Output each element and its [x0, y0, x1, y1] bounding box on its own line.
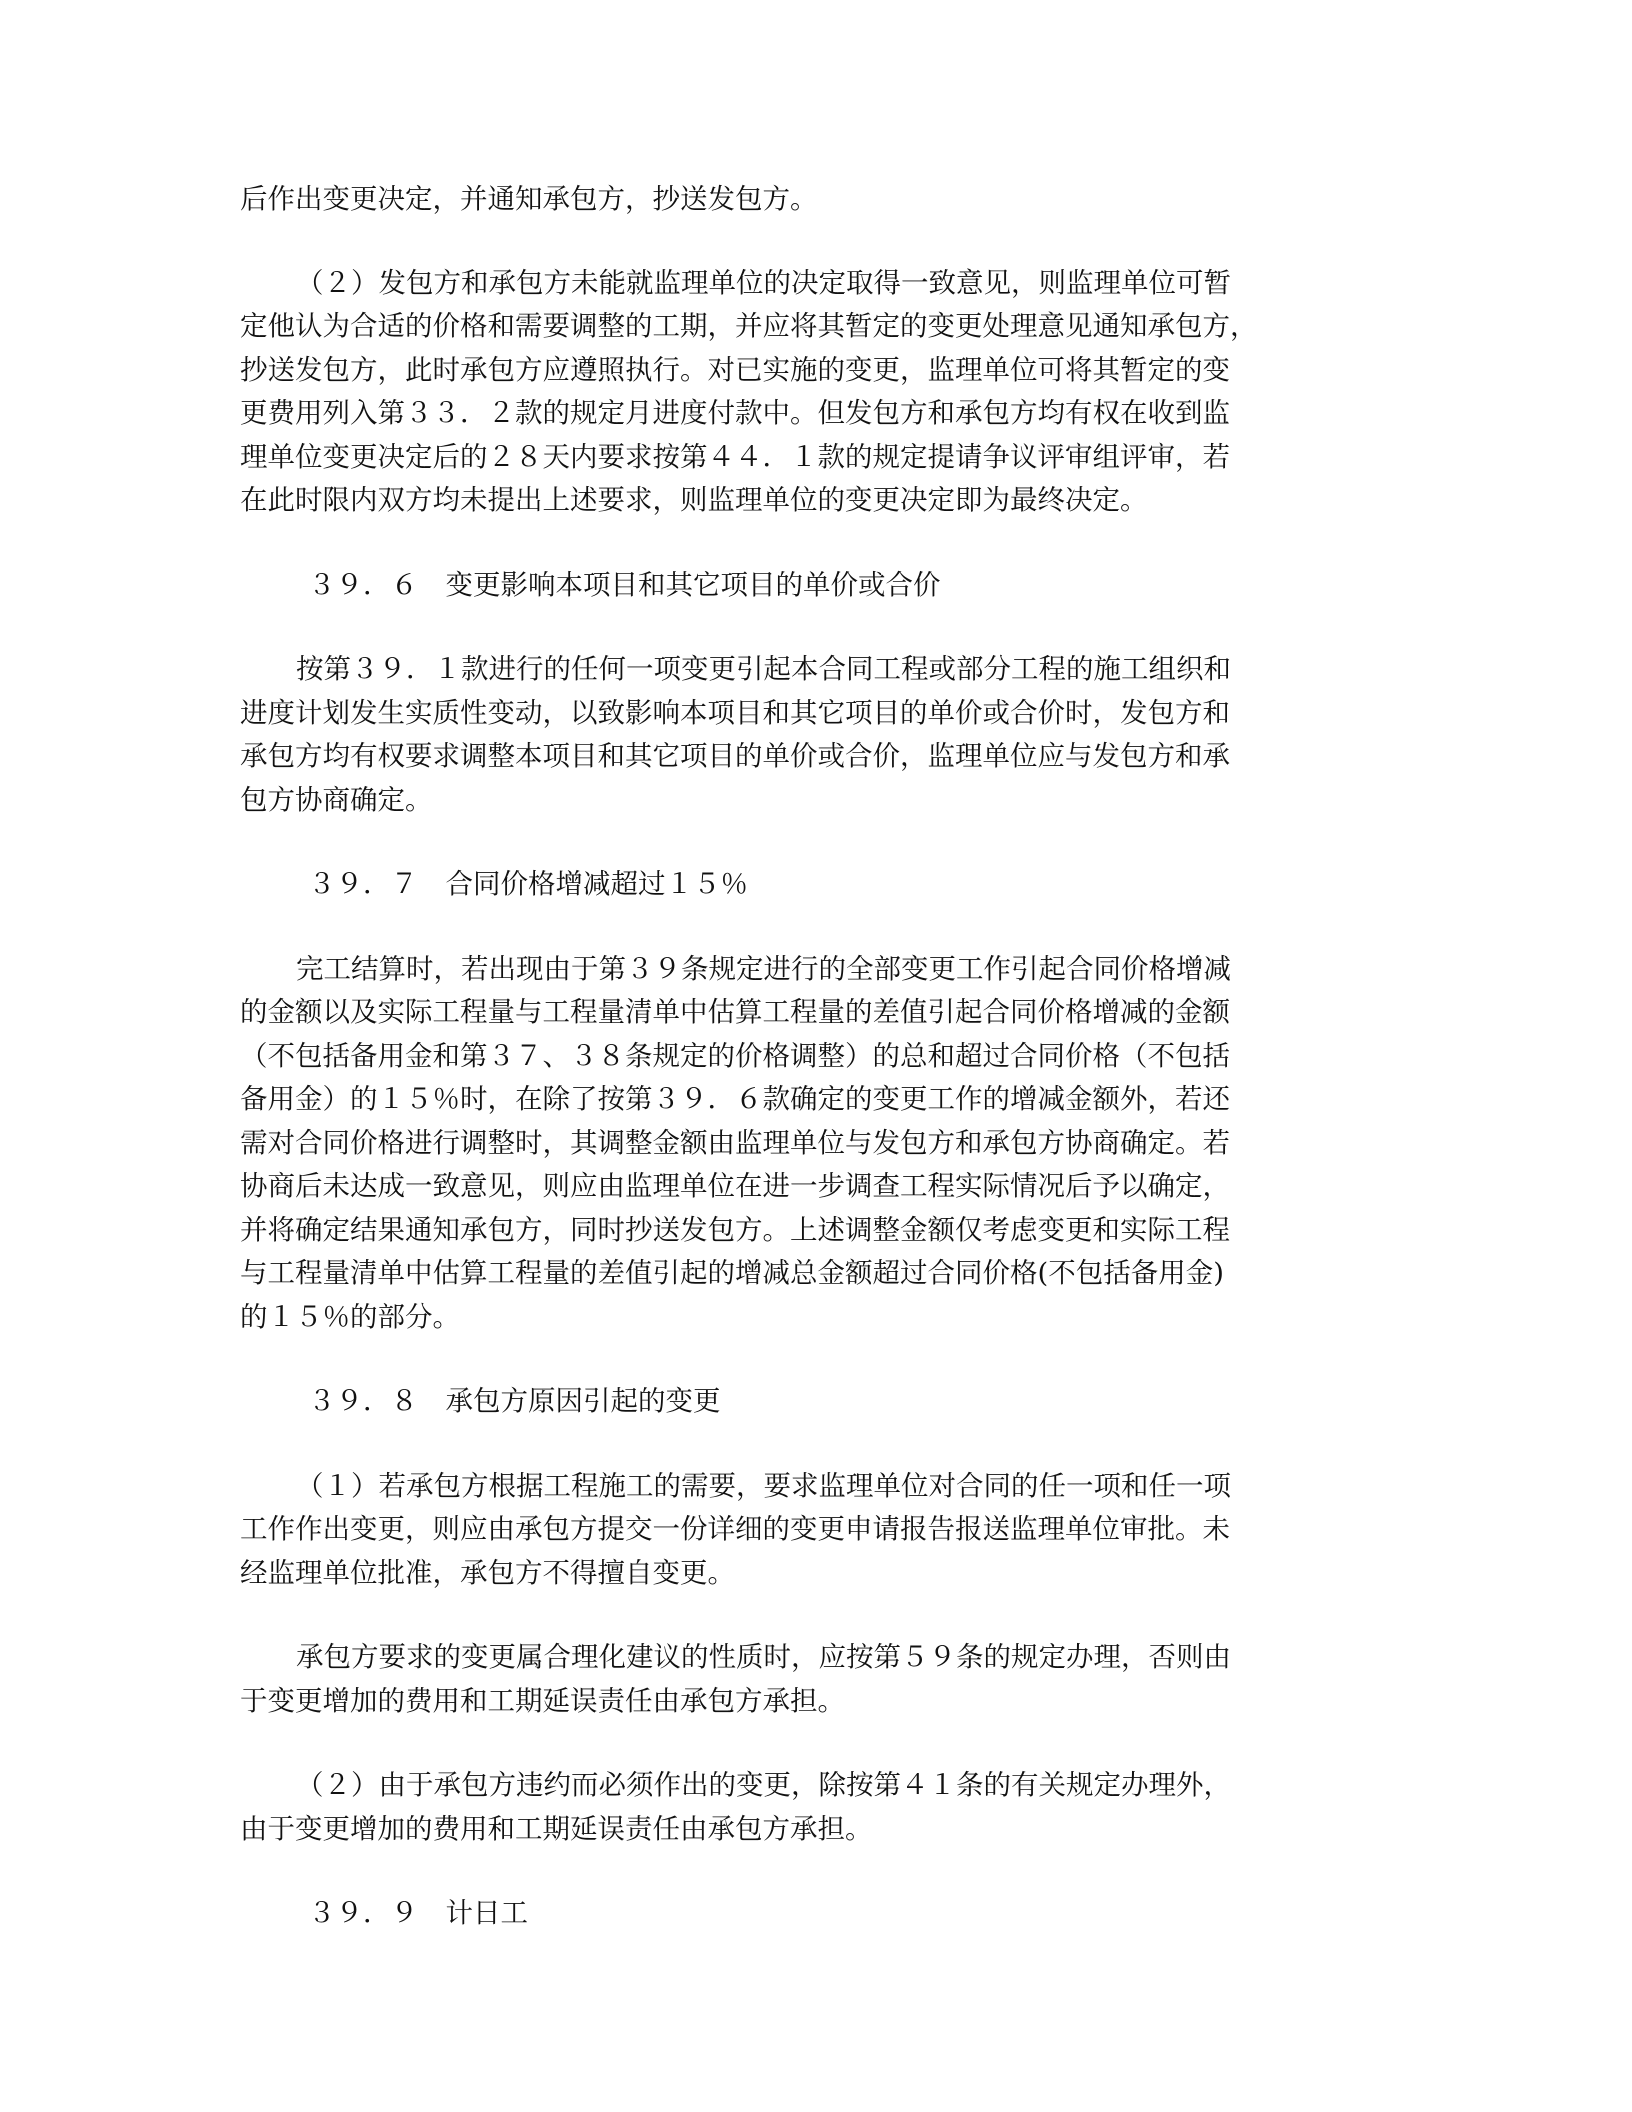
text-line: 的１５％的部分。 — [240, 1300, 460, 1333]
text-line: 抄送发包方，此时承包方应遵照执行。对已实施的变更，监理单位可将其暂定的变 — [240, 353, 1230, 386]
text-line: 需对合同价格进行调整时，其调整金额由监理单位与发包方和承包方协商确定。若 — [240, 1126, 1230, 1159]
text-line: 理单位变更决定后的２８天内要求按第４４．１款的规定提请争议评审组评审，若 — [240, 440, 1230, 473]
text-line: （１）若承包方根据工程施工的需要，要求监理单位对合同的任一项和任一项 — [296, 1469, 1231, 1502]
text-line: 与工程量清单中估算工程量的差值引起的增减总金额超过合同价格(不包括备用金) — [240, 1257, 1224, 1289]
text-line: 包方协商确定。 — [240, 783, 433, 816]
paragraph-contractor-breach-change — [240, 1764, 1390, 1851]
text-line: 的金额以及实际工程量与工程量清单中估算工程量的差值引起合同价格增减的金额 — [240, 996, 1230, 1028]
text-line: 进度计划发生实质性变动，以致影响本项目和其它项目的单价或合价时，发包方和 — [240, 696, 1230, 729]
document-page — [240, 178, 1390, 1936]
text-line: （２）由于承包方违约而必须作出的变更，除按第４１条的有关规定办理外， — [296, 1769, 1231, 1801]
text-line: 在此时限内双方均未提出上述要求，则监理单位的变更决定即为最终决定。 — [240, 484, 1148, 516]
text-line: （２）发包方和承包方未能就监理单位的决定取得一致意见，则监理单位可暂 — [296, 266, 1231, 299]
paragraph-continuation — [240, 178, 1390, 222]
text-line: 按第３９．１款进行的任何一项变更引起本合同工程或部分工程的施工组织和 — [296, 653, 1231, 685]
paragraph-price-variation-15-percent — [240, 948, 1390, 1340]
paragraph-contractor-change-request — [240, 1465, 1390, 1596]
section-heading-39-7: ３９．７ 合同价格增减超过１５％ — [308, 868, 748, 900]
text-line: 协商后未达成一致意见，则应由监理单位在进一步调查工程实际情况后予以确定， — [240, 1170, 1230, 1202]
paragraph-dispute-provisional-decision — [240, 262, 1390, 523]
section-heading-39-6: ３９．６ 变更影响本项目和其它项目的单价或合价 — [308, 568, 941, 601]
text-line: 承包方要求的变更属合理化建议的性质时，应按第５９条的规定办理，否则由 — [296, 1641, 1231, 1673]
text-line: 于变更增加的费用和工期延误责任由承包方承担。 — [240, 1684, 845, 1717]
text-line: 备用金）的１５％时，在除了按第３９．６款确定的变更工作的增减金额外，若还 — [240, 1083, 1230, 1115]
text-line: 承包方均有权要求调整本项目和其它项目的单价或合价，监理单位应与发包方和承 — [240, 740, 1230, 772]
section-heading-39-8: ３９．８ 承包方原因引起的变更 — [308, 1385, 721, 1417]
text-line: 定他认为合适的价格和需要调整的工期，并应将其暂定的变更处理意见通知承包方， — [240, 310, 1258, 342]
text-line: 更费用列入第３３．２款的规定月进度付款中。但发包方和承包方均有权在收到监 — [240, 397, 1230, 429]
text-line: 完工结算时，若出现由于第３９条规定进行的全部变更工作引起合同价格增减 — [296, 952, 1231, 985]
text-line: 经监理单位批准，承包方不得擅自变更。 — [240, 1556, 735, 1589]
text-line: 后作出变更决定，并通知承包方，抄送发包方。 — [240, 183, 818, 215]
paragraph-unit-price-adjustment — [240, 648, 1390, 822]
text-line: 并将确定结果通知承包方，同时抄送发包方。上述调整金额仅考虑变更和实际工程 — [240, 1213, 1230, 1246]
section-heading-39-9: ３９．９ 计日工 — [308, 1897, 528, 1929]
text-line: 由于变更增加的费用和工期延误责任由承包方承担。 — [240, 1812, 873, 1845]
text-line: （不包括备用金和第３７、３８条规定的价格调整）的总和超过合同价格（不包括 — [240, 1039, 1230, 1072]
paragraph-rationalization-proposal — [240, 1636, 1390, 1723]
text-line: 工作作出变更，则应由承包方提交一份详细的变更申请报告报送监理单位审批。未 — [240, 1513, 1230, 1545]
